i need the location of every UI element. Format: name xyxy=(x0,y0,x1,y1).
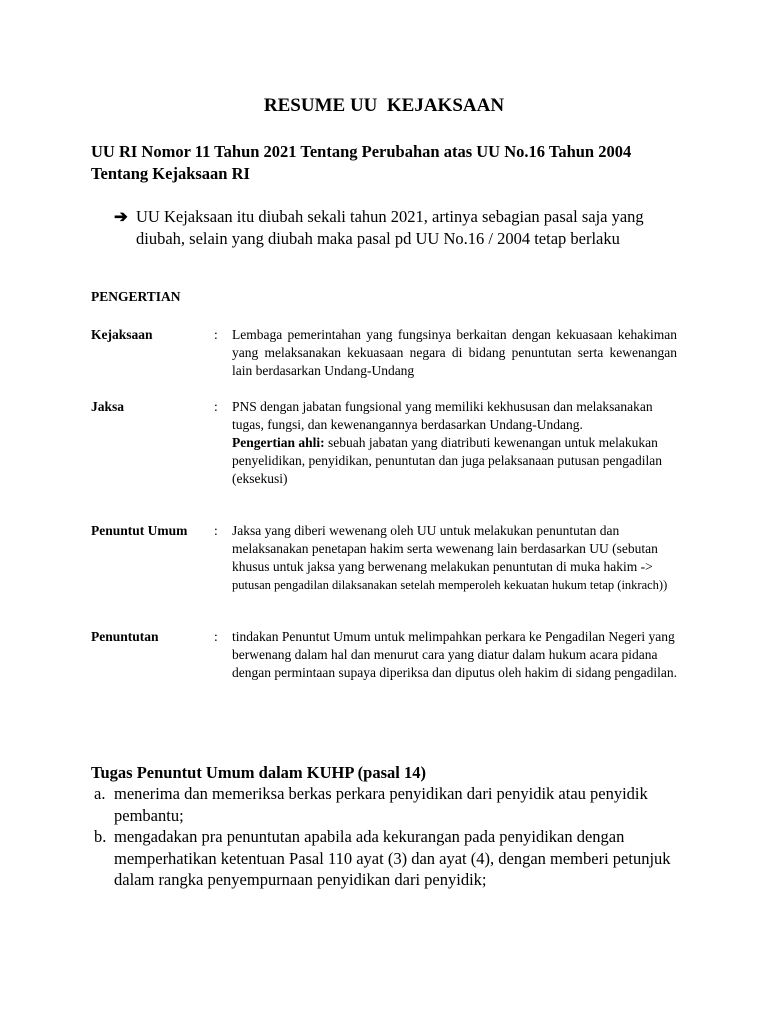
expert-definition-text: sebuah jabatan yang diatributi kewenangan untuk melakukan penyelidikan, penyidikan, penuntutan dan juga pelaksanaan putusan pengadilan (eksekusi) xyxy=(232,435,662,486)
definition-body-jaksa xyxy=(232,398,677,488)
definition-text-jaksa: PNS dengan jabatan fungsional yang memiliki kekhususan dan melaksanakan tugas, fungsi, dan kewenangannya berdasarkan Undang-Undang. xyxy=(232,399,653,432)
list-item-text: menerima dan memeriksa berkas perkara penyidikan dari penyidik atau penyidik pembantu; xyxy=(114,784,648,825)
document-subtitle: UU RI Nomor 11 Tahun 2021 Tentang Perubahan atas UU No.16 Tahun 2004 Tentang Kejaksaan RI xyxy=(91,142,632,183)
list-item-marker: a. xyxy=(94,784,106,803)
right-arrow-icon: ➔ xyxy=(114,207,128,226)
tugas-heading: Tugas Penuntut Umum dalam KUHP (pasal 14) xyxy=(91,763,426,782)
document-title: RESUME UU KEJAKSAAN xyxy=(263,95,505,116)
expert-definition-label: Pengertian ahli: xyxy=(232,435,325,450)
tugas-list xyxy=(91,783,681,891)
list-item-marker: b. xyxy=(94,827,107,846)
definition-term-jaksa: Jaksa xyxy=(91,399,125,414)
note-text: UU Kejaksaan itu diubah sekali tahun 2021, artinya sebagian pasal saja yang diubah, selain yang diubah maka pasal pd UU No.16 / 2004 tetap berlaku xyxy=(136,207,644,248)
definition-text-penuntut-umum-note: putusan pengadilan dilaksanakan setelah memperoleh kekuatan hukum tetap (inkrach)) xyxy=(232,578,668,592)
definition-body-penuntut-umum xyxy=(232,522,677,594)
definition-colon: : xyxy=(214,523,218,538)
list-item xyxy=(91,826,681,891)
definition-text-penuntutan: tindakan Penuntut Umum untuk melimpahkan perkara ke Pengadilan Negeri yang berwenang dalam hal dan menurut cara yang diatur dalam hukum acara pidana dengan permintaan supaya diperiksa dan diputus oleh hakim di sidang pengadilan. xyxy=(232,629,678,680)
definition-term-penuntutan: Penuntutan xyxy=(91,629,159,644)
definition-colon: : xyxy=(214,629,218,644)
definition-term-kejaksaan: Kejaksaan xyxy=(91,327,153,342)
list-item-text: mengadakan pra penuntutan apabila ada kekurangan pada penyidikan dengan memperhatikan ketentuan Pasal 110 ayat (3) dan ayat (4), dengan memberi petunjuk dalam rangka penyempurnaan penyidikan dari penyidik; xyxy=(114,827,671,889)
section-heading-pengertian: PENGERTIAN xyxy=(91,289,181,304)
definition-text-penuntut-umum: Jaksa yang diberi wewenang oleh UU untuk melakukan penuntutan dan melaksanakan penetapan hakim serta wewenang lain berdasarkan UU (sebutan khusus untuk jaksa yang berwenang melakukan penuntutan di muka hakim -> xyxy=(232,523,658,574)
expert-definition xyxy=(232,434,677,488)
definition-text-kejaksaan: Lembaga pemerintahan yang fungsinya berkaitan dengan kekuasaan kehakiman yang melaksanakan kekuasaan negara di bidang penuntutan serta kewenangan lain berdasarkan Undang-Undang xyxy=(232,327,677,378)
definition-term-penuntut-umum: Penuntut Umum xyxy=(91,523,188,538)
definition-colon: : xyxy=(214,399,218,414)
list-item xyxy=(91,783,681,826)
definition-colon: : xyxy=(214,327,218,342)
